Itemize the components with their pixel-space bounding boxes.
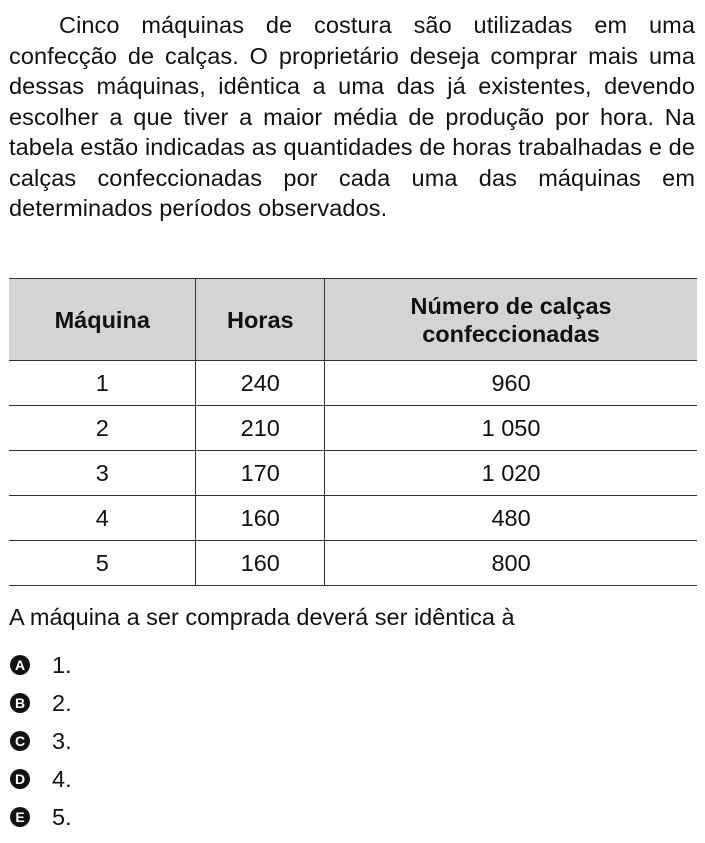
- option-b[interactable]: [10, 684, 72, 722]
- cell-horas: 160: [196, 541, 325, 586]
- option-text: 4.: [52, 765, 72, 792]
- option-letter-badge: D: [10, 769, 30, 789]
- table-row: [9, 541, 697, 586]
- header-numero-calcas: Número de calças confeccionadas: [325, 279, 697, 361]
- table-row: [9, 451, 697, 496]
- option-text: 1.: [52, 651, 72, 678]
- machines-table: [9, 278, 697, 586]
- option-e[interactable]: [10, 798, 72, 836]
- option-letter-badge: C: [10, 731, 30, 751]
- option-d[interactable]: [10, 760, 72, 798]
- cell-horas: 210: [196, 406, 325, 451]
- cell-calcas: 1 050: [325, 406, 697, 451]
- cell-calcas: 1 020: [325, 451, 697, 496]
- cell-maquina: 2: [9, 406, 196, 451]
- option-letter-badge: B: [10, 693, 30, 713]
- header-horas: Horas: [196, 279, 325, 361]
- option-a[interactable]: [10, 646, 72, 684]
- question-prompt: A máquina a ser comprada deverá ser idêntica à: [9, 604, 515, 630]
- cell-maquina: 1: [9, 361, 196, 406]
- cell-calcas: 480: [325, 496, 697, 541]
- table-header-row: [9, 279, 697, 361]
- table-row: [9, 406, 697, 451]
- cell-calcas: 800: [325, 541, 697, 586]
- cell-horas: 170: [196, 451, 325, 496]
- option-letter-badge: E: [10, 807, 30, 827]
- option-c[interactable]: [10, 722, 72, 760]
- table-row: [9, 361, 697, 406]
- table-row: [9, 496, 697, 541]
- answer-options: [10, 646, 72, 836]
- question-text: Cinco máquinas de costura são utilizadas em uma confecção de calças. O proprietário deseja comprar mais uma dessas máquinas, idêntica a uma das já existentes, devendo escolher a que tiver a maior média de produção por hora. Na tabela estão indicadas as quantidades de horas trabalhadas e de calças confeccionadas por cada uma das máquinas em determinados períodos observados.: [9, 12, 695, 221]
- cell-maquina: 4: [9, 496, 196, 541]
- option-text: 5.: [52, 803, 72, 830]
- cell-horas: 240: [196, 361, 325, 406]
- cell-maquina: 3: [9, 451, 196, 496]
- cell-maquina: 5: [9, 541, 196, 586]
- header-maquina: Máquina: [9, 279, 196, 361]
- cell-horas: 160: [196, 496, 325, 541]
- option-text: 3.: [52, 727, 72, 754]
- option-text: 2.: [52, 689, 72, 716]
- cell-calcas: 960: [325, 361, 697, 406]
- option-letter-badge: A: [10, 655, 30, 675]
